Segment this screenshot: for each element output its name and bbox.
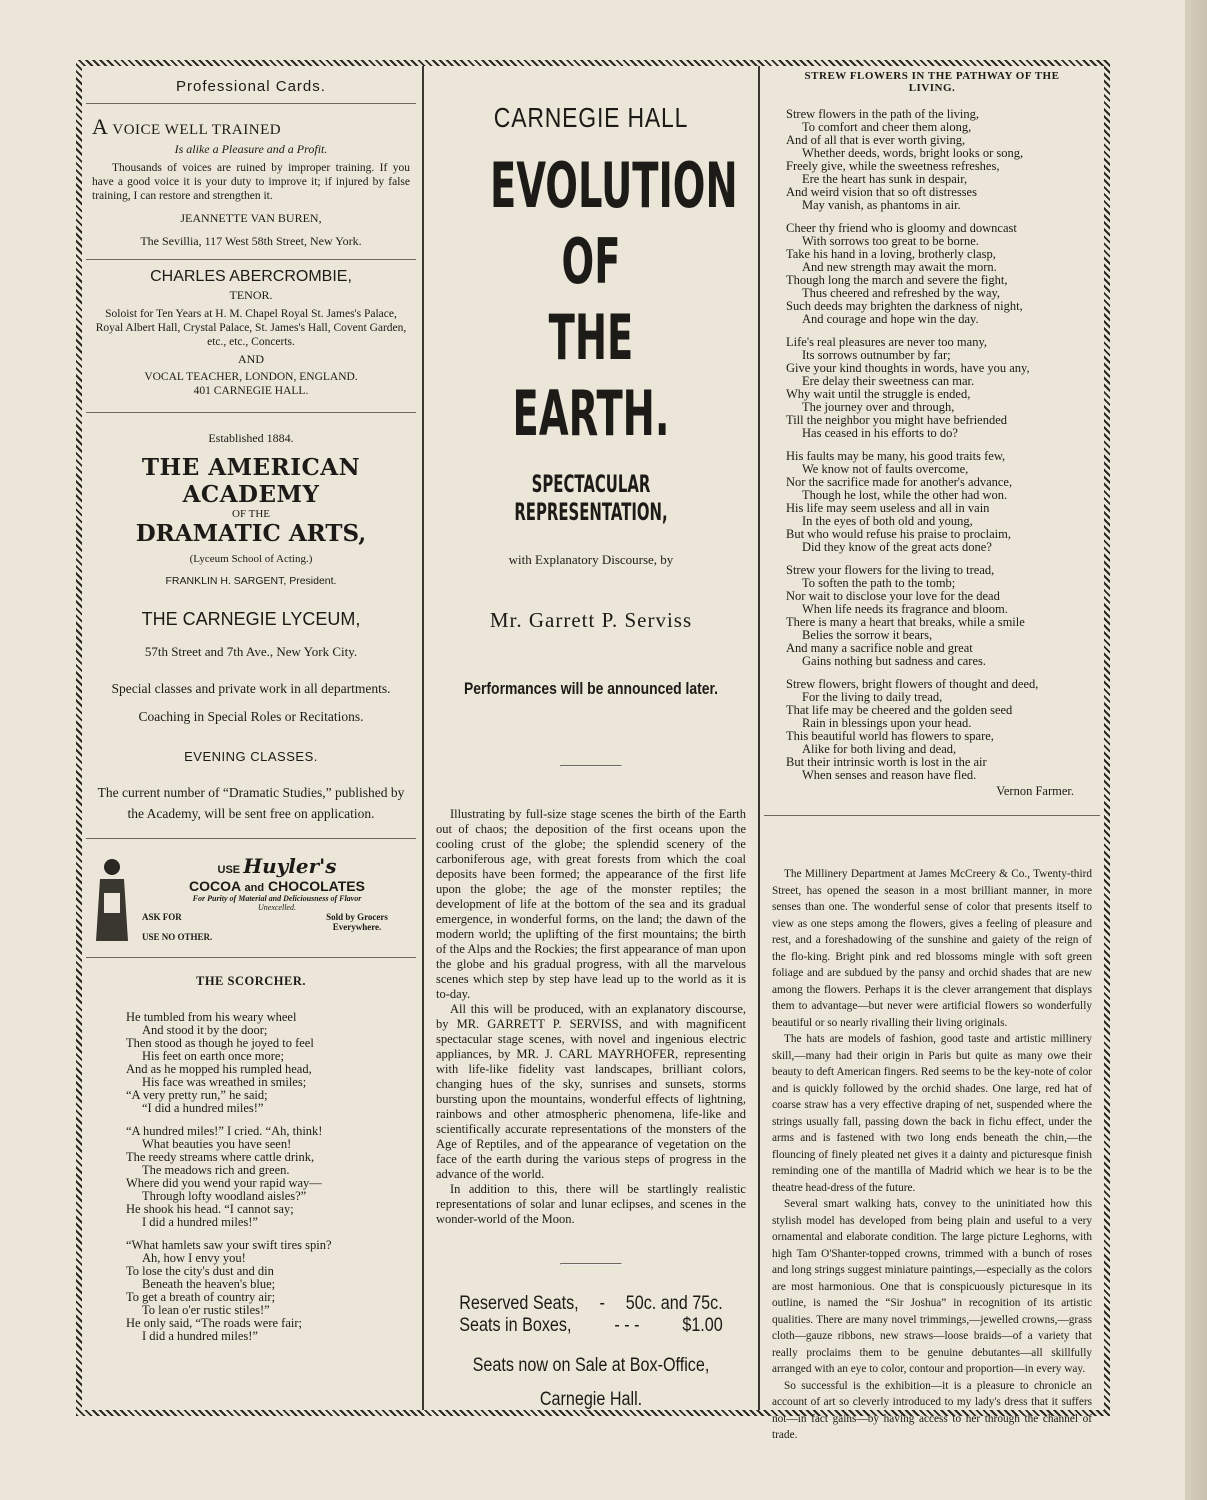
poem-line: He only said, “The roads were fair; — [126, 1316, 302, 1330]
academy-name: THE AMERICAN ACADEMY — [141, 454, 361, 508]
huyler-ad — [86, 845, 416, 951]
poem-line: We know not of faults overcome, — [802, 462, 969, 476]
academy-ad — [86, 419, 416, 828]
poem-line: And as he mopped his rumpled head, — [126, 1062, 312, 1076]
divider — [86, 103, 416, 104]
card-name: CHARLES ABERCROMBIE, — [150, 268, 352, 285]
poem-line: “What hamlets saw your swift tires spin? — [126, 1238, 332, 1252]
poem-line: Thus cheered and refreshed by the way, — [802, 286, 1001, 300]
poem-line: The meadows rich and green. — [142, 1163, 290, 1177]
poem-stanza — [786, 450, 1094, 554]
poem-line: And stood it by the door; — [142, 1023, 268, 1037]
page-edge — [1185, 0, 1207, 1500]
academy-classes: Special classes and private work in all departments. — [111, 681, 391, 696]
card-body: Soloist for Ten Years at H. M. Chapel Royal St. James's Palace, Royal Albert Hall, Crystal Palace, St. James's Hall, Covent Garden, etc., etc., Concerts. — [95, 308, 407, 348]
divider — [86, 838, 416, 839]
poem-line: Then stood as though he joyed to feel — [126, 1036, 314, 1050]
poem-line: Till the neighbor you might have befriended — [786, 413, 1008, 427]
poem-line: His feet on earth once more; — [142, 1049, 284, 1063]
card-and: AND — [238, 352, 264, 366]
poem-line: And of all that is ever worth giving, — [786, 133, 966, 147]
column-carnegie-hall — [428, 66, 754, 1410]
drop-initial: A — [92, 114, 109, 139]
card-address: 401 CARNEGIE HALL. — [193, 385, 309, 397]
poem-line: With sorrows too great to be borne. — [802, 234, 979, 248]
poem-line: And courage and hope win the day. — [802, 312, 979, 326]
venue: CARNEGIE HALL — [493, 102, 689, 133]
reserved-seats-row: Reserved Seats, - 50c. and 75c. — [459, 1293, 723, 1314]
card-name: JEANNETTE VAN BUREN, — [180, 211, 322, 225]
poem-line: And many a sacrifice noble and great — [786, 641, 973, 655]
seat-prices — [452, 1283, 729, 1337]
description-1: Illustrating by full-size stage scenes the birth of the Earth out of chaos; the deposition of the first oceans upon the cooling crust of the globe; the splendid scenery of the carboniferous age, with great forests from which the coal deposits have been formed; the appearance of the first life upon the globe; the age of the monster reptiles; the development of life at the bottom of the sea and its gradual emergence, in wonderful forms, on the land; the dawn of the modern world; the uplifting of the first mountains; the birth of the Alps and the Rockies; the first appearance of man upon the globe and his gradual progress, with all the marvelous scenes which step by step have lead up to the world as it is to-day. — [436, 807, 746, 1001]
title-line-1: EVOLUTION — [489, 149, 738, 222]
poem-line: The reedy streams where cattle drink, — [126, 1150, 315, 1164]
huyler-use: USE — [217, 864, 241, 876]
academy-school: (Lyceum School of Acting.) — [189, 553, 313, 565]
poem-line: Though long the march and severe the fight, — [786, 273, 1008, 287]
title-line-3: THE EARTH. — [512, 301, 670, 450]
poem-line: Where did you wend your rapid way— — [126, 1176, 322, 1190]
poem-line: “A hundred miles!” I cried. “Ah, think! — [126, 1124, 323, 1138]
academy-coaching: Coaching in Special Roles or Recitations. — [138, 709, 364, 724]
poem-line: But who would refuse his praise to proclaim, — [786, 527, 1011, 541]
poem-line: To lean o'er rustic stiles!” — [142, 1303, 270, 1317]
poem-line: I did a hundred miles!” — [142, 1329, 258, 1343]
huyler-chocolates: CHOCOLATES — [267, 878, 365, 894]
woman-figure-icon — [90, 853, 134, 943]
poem-line: Take his hand in a loving, brotherly clasp, — [786, 247, 996, 261]
poem-line: He tumbled from his weary wheel — [126, 1010, 297, 1024]
poem-line: This beautiful world has flowers to spare, — [786, 729, 994, 743]
poem-line: Gains nothing but sadness and cares. — [802, 654, 986, 668]
poem-line: He shook his head. “I cannot say; — [126, 1202, 294, 1216]
poem-line: “A very pretty run,” he said; — [126, 1088, 268, 1102]
poem-line: But their intrinsic worth is lost in the air — [786, 755, 987, 769]
card-abercrombie — [86, 266, 416, 400]
card-teacher: VOCAL TEACHER, LONDON, ENGLAND. — [144, 371, 358, 383]
poem-line: Did they know of the great acts done? — [802, 540, 992, 554]
poem-line: Whether deeds, words, bright looks or song, — [802, 146, 1024, 160]
scorcher-poem — [86, 1011, 416, 1343]
poem-line: Such deeds may brighten the darkness of night, — [786, 299, 1023, 313]
article-paragraph: The hats are models of fashion, good taste and artistic millinery skill,—many had their origin in Paris but quite as many owe their beauty to deft American fingers. Red seems to be the key-note of color and is quickly followed by the orchid shades. One large, red hat of coarse straw has a very effective draping of net, suspended where the strings usually fall, passing down the back in fichu effect, under the arms and is fastened with two long ends beneath the chin,—the flouncing of finely pleated net gives it a dainty and picturesque finish reminding one of the mantilla of Madrid which we hear is to be the theatre head-dress of the future. — [772, 1033, 1092, 1194]
poem-author: Vernon Farmer. — [996, 784, 1074, 798]
poem-line: His life may seem useless and all in vain — [786, 501, 990, 515]
huyler-and: and — [244, 882, 265, 894]
poem-line: Freely give, while the sweetness refreshes, — [786, 159, 1000, 173]
poem-stanza — [786, 564, 1094, 668]
divider — [86, 412, 416, 413]
column-divider — [758, 66, 760, 1410]
description-2: All this will be produced, with an explanatory discourse, by MR. GARRETT P. SERVISS, and with magnificent spectacular stage scenes, with novel and ingenious electric appliances, by MR. J. CARL MAYRHOFER, representing with life-like fidelity vast landscapes, brilliant colors, changing hues of the sky, sunrises and sunsets, storms bursting upon the mountains, wonderful effects of lightning, rainbows and other atmospheric phenomena, life-like and scientifically accurate representations of the monsters of the Age of Reptiles, and of the appearance of vegetation on the face of the earth during the various steps of progress in the advance of the world. — [436, 1002, 746, 1181]
poem-line: To comfort and cheer them along, — [802, 120, 972, 134]
poem-line: When senses and reason have fled. — [802, 768, 977, 782]
poem-line: There is many a heart that breaks, while a smile — [786, 615, 1025, 629]
poem-line: For the living to daily tread, — [802, 690, 943, 704]
huyler-cocoa: COCOA — [189, 878, 241, 894]
poem-line: Ah, how I envy you! — [142, 1251, 246, 1265]
flowers-poem — [764, 94, 1100, 782]
poem-line: His faults may be many, his good traits few, — [786, 449, 1006, 463]
poem-stanza — [786, 336, 1094, 440]
divider — [560, 1263, 622, 1265]
established: Established 1884. — [208, 431, 294, 445]
huyler-use-no-other: USE NO OTHER. — [142, 932, 213, 942]
with-discourse: with Explanatory Discourse, by — [508, 552, 674, 567]
evening-classes: EVENING CLASSES. — [184, 749, 318, 764]
millinery-article — [764, 822, 1100, 1444]
huyler-ask-for: ASK FOR — [142, 912, 182, 922]
column-professional-cards — [86, 66, 416, 1410]
poem-line: What beauties you have seen! — [142, 1137, 292, 1151]
poem-stanza — [786, 678, 1094, 782]
poem-stanza — [786, 222, 1094, 326]
lyceum-name: THE CARNEGIE LYCEUM, — [141, 609, 361, 629]
poem-line: Though he lost, while the other had won. — [802, 488, 1008, 502]
card-body: Thousands of voices are ruined by improper training. If you have a good voice it is your duty to improve it; if injured by false training, I can restore and strengthen it. — [92, 162, 410, 202]
article-paragraph: Several smart walking hats, convey to the uninitiated how this stylish model has developed from being plain and useful to a very ornamental and elaborate condition. The large picture Leghorns, with high Tam O'Shanter-topped crowns, trimmed with a bunch of roses and long strings suggest miniature paintings,—especially as the colors are most harmonious. One that is conspicuously picturesque in its outline, is named the “Sir Joshua” in recognition of its artistic qualities. There are many novel trimmings,—jewelled crowns,—grass cloth—gauze ribbons, new straws—loose braids—of a variety that really proclaims them to be genuine debutantes—all skillfully arranged with an eye to color, contour and proportion—in every way. — [772, 1198, 1092, 1375]
academy-president: FRANKLIN H. SARGENT, President. — [165, 575, 337, 587]
poem-line: “I did a hundred miles!” — [142, 1101, 264, 1115]
poem-line: Beneath the heaven's blue; — [142, 1277, 276, 1291]
poem-line: Nor wait to disclose your love for the dead — [786, 589, 1000, 603]
poem-line: Its sorrows outnumber by far; — [802, 348, 951, 362]
poem-line: Rain in blessings upon your head. — [802, 716, 972, 730]
academy-studies: The current number of “Dramatic Studies,” published by the Academy, will be sent free on application. — [97, 785, 405, 821]
poem-line: In the eyes of both old and young, — [802, 514, 973, 528]
poem-line: When life needs its fragrance and bloom. — [802, 602, 1008, 616]
huyler-brand: Huyler's — [243, 854, 337, 878]
divider — [86, 259, 416, 260]
box-seats-row: Seats in Boxes, - - - $1.00 — [459, 1315, 723, 1336]
poem-stanza — [126, 1125, 416, 1229]
academy-of-the: OF THE — [232, 508, 270, 520]
poem-line: Strew flowers, bright flowers of thought and deed, — [786, 677, 1039, 691]
poem-line: And weird vision that so oft distresses — [786, 185, 977, 199]
poem-stanza — [126, 1011, 416, 1115]
poem-line: To lose the city's dust and din — [126, 1264, 274, 1278]
title-line-2: OF — [561, 225, 621, 298]
poem-stanza — [786, 108, 1094, 212]
poem-line: Why wait until the struggle is ended, — [786, 387, 971, 401]
article-paragraph: So successful is the exhibition—it is a pleasure to chronicle an account of art so cleverly introduced to my lady's dress that it suffers not—in fact gains—by having access to her through the channel of trade. — [772, 1379, 1092, 1441]
box-office: Seats now on Sale at Box-Office, — [472, 1355, 710, 1376]
card-title: VOICE WELL TRAINED — [112, 122, 282, 138]
poem-stanza — [126, 1239, 416, 1343]
poem-line: Alike for both living and dead, — [802, 742, 957, 756]
section-header: Professional Cards. — [176, 78, 326, 95]
poem-line: Strew flowers in the path of the living, — [786, 107, 980, 121]
poem-line: That life may be cheered and the golden seed — [786, 703, 1013, 717]
huyler-unexcelled: Unexcelled. — [258, 903, 296, 912]
poem-line: To get a breath of country air; — [126, 1290, 276, 1304]
subtitle: SPECTACULAR REPRESENTATION, — [514, 470, 668, 526]
academy-name-2: DRAMATIC ARTS, — [135, 520, 367, 547]
performances-note: Performances will be announced later. — [463, 679, 719, 698]
poem-line: Belies the sorrow it bears, — [802, 628, 933, 642]
poem-line: To soften the path to the tomb; — [802, 576, 956, 590]
divider — [764, 815, 1100, 816]
speaker: Mr. Garrett P. Serviss — [489, 608, 693, 632]
poem-line: Give your kind thoughts in words, have you any, — [786, 361, 1030, 375]
column-divider — [422, 66, 424, 1410]
column-poem-millinery — [764, 66, 1100, 1441]
card-address: The Sevillia, 117 West 58th Street, New York. — [140, 234, 362, 248]
card-voice-training — [86, 110, 416, 253]
poem-line: Has ceased in his efforts to do? — [802, 426, 958, 440]
poem-line: His face was wreathed in smiles; — [142, 1075, 307, 1089]
poem-line: And new strength may await the morn. — [802, 260, 997, 274]
poem-line: Life's real pleasures are never too many, — [786, 335, 988, 349]
poem-title: STREW FLOWERS IN THE PATHWAY OF THE LIVING. — [804, 70, 1060, 94]
box-office-place: Carnegie Hall. — [539, 1389, 643, 1410]
card-subtitle: Is alike a Pleasure and a Profit. — [174, 142, 328, 156]
huyler-purity: For Purity of Material and Deliciousness of Flavor — [192, 894, 362, 903]
lyceum-address: 57th Street and 7th Ave., New York City. — [144, 644, 358, 659]
description-3: In addition to this, there will be startlingly realistic representations of solar and lunar eclipses, and scenes in the wonder-world of the Moon. — [436, 1182, 746, 1226]
poem-line: Cheer thy friend who is gloomy and downcast — [786, 221, 1017, 235]
huyler-sold-by: Sold by Grocers Everywhere. — [326, 912, 388, 932]
divider — [560, 765, 622, 767]
poem-line: Through lofty woodland aisles?” — [142, 1189, 307, 1203]
article-paragraph: The Millinery Department at James McCreery & Co., Twenty-third Street, has opened the season in a most brilliant manner, in more senses than one. The wonderful sense of color that presents itself to view as one steps among the flowers, gives a feeling of pleasure and rest, and a foreshadowing of the sunshine and gaiety of the reign of the flo-king. Bright pink and red blossoms mingle with soft green foliage and are subdued by the pansy and orchid shades that are new among the flowers. Perhaps it is the clever arrangement that displays them to advantage—but never were artificial flowers so wonderfully beautiful or so nearly rivalling their living originals. — [772, 868, 1092, 1029]
divider — [86, 957, 416, 958]
poem-line: Ere delay their sweetness can mar. — [802, 374, 975, 388]
poem-line: Strew your flowers for the living to tread, — [786, 563, 995, 577]
poem-line: Ere the heart has sunk in despair, — [802, 172, 968, 186]
poem-line: I did a hundred miles!” — [142, 1215, 258, 1229]
scorcher-title: THE SCORCHER. — [196, 974, 306, 988]
poem-line: Nor the sacrifice made for another's advance, — [786, 475, 1013, 489]
card-role: TENOR. — [229, 288, 273, 302]
poem-line: The journey over and through, — [802, 400, 955, 414]
poem-line: May vanish, as phantoms in air. — [802, 198, 961, 212]
